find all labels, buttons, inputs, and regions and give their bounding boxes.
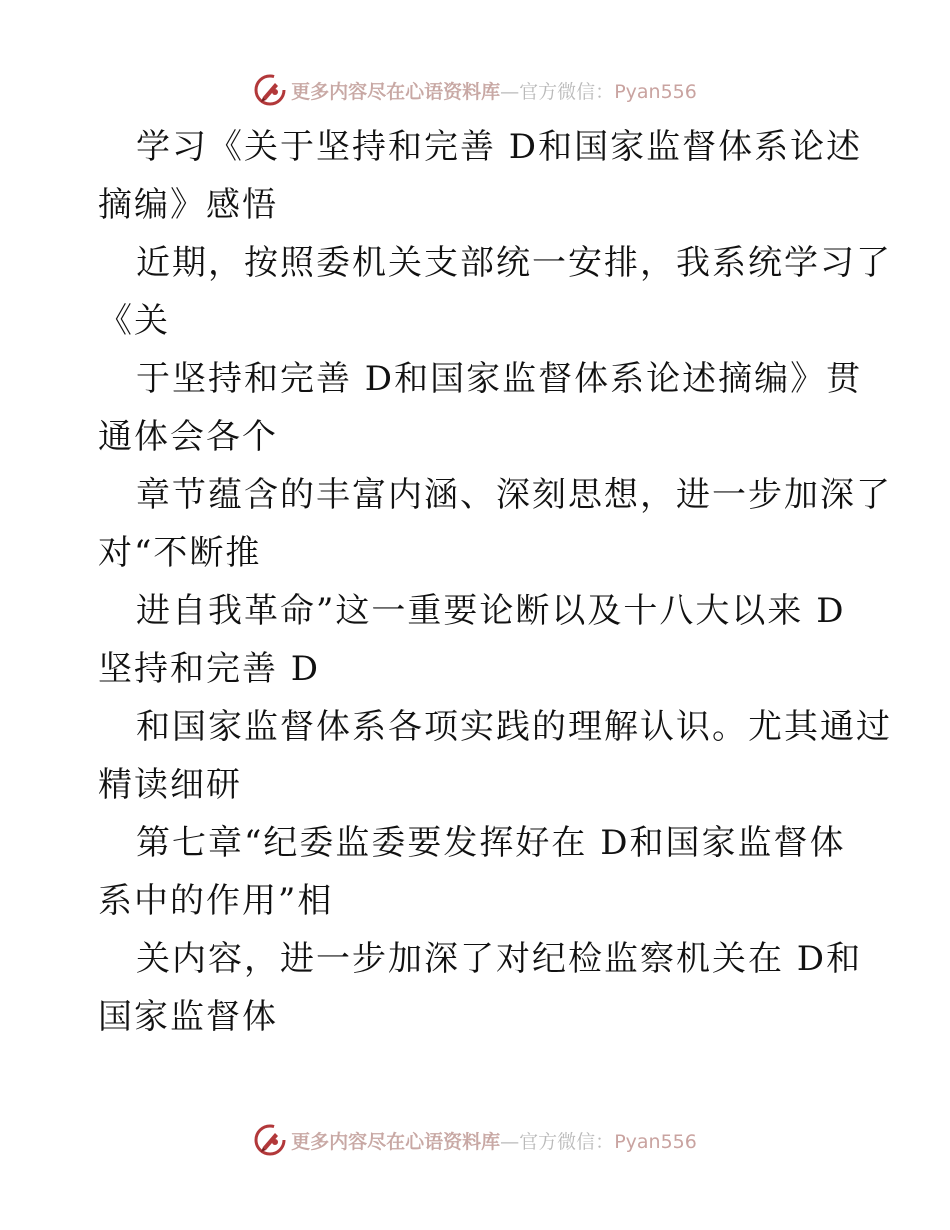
paragraph-line: 第七章“纪委监委要发挥好在 D和国家监督体 (136, 823, 846, 863)
footer-banner (0, 1120, 950, 1160)
pen-nib-logo-icon (253, 1123, 287, 1157)
paragraph-line: 于坚持和完善 D和国家监督体系论述摘编》贯 (136, 359, 863, 399)
paragraph-line: 进自我革命”这一重要论断以及十八大以来 D (136, 591, 846, 631)
header-dash: — (500, 80, 520, 103)
footer-wechat-id: Pyan556 (614, 1130, 697, 1153)
document-title-line-1: 学习《关于坚持和完善 D和国家监督体系论述 (136, 127, 863, 167)
paragraph-line: 精读细研 (98, 765, 242, 805)
header-wechat-id: Pyan556 (614, 80, 697, 103)
header-official-label: 官方微信： (519, 80, 615, 103)
header-text (291, 77, 697, 104)
paragraph-line: 章节蕴含的丰富内涵、深刻思想，进一步加深了 (136, 475, 892, 515)
footer-main-text: 更多内容尽在心语资料库 (291, 1130, 501, 1153)
document-title-line-2: 摘编》感悟 (98, 185, 278, 225)
paragraph-line: 通体会各个 (98, 417, 278, 457)
paragraph-line: 对“不断推 (98, 533, 262, 573)
header-banner (0, 70, 950, 110)
footer-dash: — (500, 1130, 520, 1153)
paragraph-line: 国家监督体 (98, 997, 278, 1037)
paragraph-line: 近期，按照委机关支部统一安排，我系统学习了 (136, 243, 892, 283)
paragraph-line: 坚持和完善 D (98, 649, 321, 689)
footer-text (291, 1127, 697, 1154)
footer-official-label: 官方微信： (519, 1130, 615, 1153)
paragraph-line: 《关 (98, 301, 170, 341)
document-body (98, 118, 892, 1046)
paragraph-line: 关内容，进一步加深了对纪检监察机关在 D和 (136, 939, 863, 979)
pen-nib-logo-icon (253, 73, 287, 107)
paragraph-line: 和国家监督体系各项实践的理解认识。尤其通过 (136, 707, 892, 747)
header-main-text: 更多内容尽在心语资料库 (291, 80, 501, 103)
paragraph-line: 系中的作用”相 (98, 881, 334, 921)
